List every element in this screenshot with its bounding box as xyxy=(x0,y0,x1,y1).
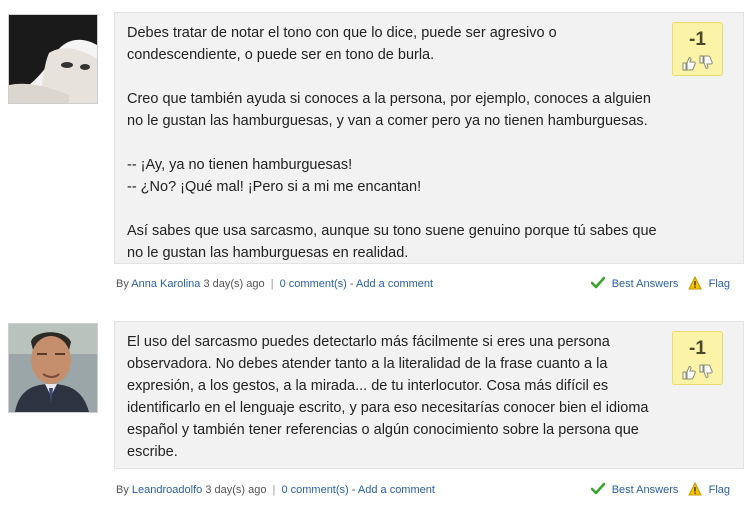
author-link[interactable]: Leandroadolfo xyxy=(131,484,203,496)
answer-bubble xyxy=(114,321,744,469)
by-label: By xyxy=(116,278,129,290)
checkmark-icon xyxy=(591,276,605,290)
separator: | xyxy=(272,484,276,496)
vote-controls xyxy=(681,55,715,71)
separator: | xyxy=(270,278,274,290)
add-comment-link[interactable]: Add a comment xyxy=(356,278,434,290)
thumbs-down-icon[interactable] xyxy=(698,364,713,380)
dash-separator: - xyxy=(351,484,356,496)
answer-time: 3 day(s) ago xyxy=(203,278,265,290)
vote-box xyxy=(672,331,723,385)
flag-link[interactable]: Flag xyxy=(708,484,730,496)
answer-time: 3 day(s) ago xyxy=(205,484,267,496)
warning-triangle-icon xyxy=(688,482,702,496)
best-answers-link[interactable]: Best Answers xyxy=(611,484,679,496)
vote-score: -1 xyxy=(689,338,706,359)
answer-actions xyxy=(591,275,730,293)
answer-paragraph: -- ¡Ay, ya no tienen hamburguesas! -- ¿No? ¡Qué mal! ¡Pero si a mi me encantan! xyxy=(127,157,422,195)
by-label: By xyxy=(116,484,129,496)
answer-paragraph: Debes tratar de notar el tono con que lo dice, puede ser agresivo o condescendiente, o puede ser en tono de burla. xyxy=(127,25,557,63)
answer-paragraph: Creo que también ayuda si conoces a la persona, por ejemplo, conoces a alguien no le gustan las hamburguesas, y van a comer pero ya no tienen hamburguesas. xyxy=(127,91,651,129)
answer-body xyxy=(127,331,657,463)
vote-box xyxy=(672,22,723,76)
avatar[interactable] xyxy=(8,14,98,104)
add-comment-link[interactable]: Add a comment xyxy=(357,484,435,496)
best-answers-link[interactable]: Best Answers xyxy=(611,278,679,290)
checkmark-icon xyxy=(591,482,605,496)
answer-paragraph: Así sabes que usa sarcasmo, aunque su tono suene genuino porque tú sabes que no le gustan las hamburguesas en realidad. xyxy=(127,223,657,261)
warning-triangle-icon xyxy=(688,276,702,290)
vote-controls xyxy=(681,364,715,380)
thumbs-down-icon[interactable] xyxy=(698,55,713,71)
answer-body xyxy=(127,22,657,264)
thumbs-up-icon[interactable] xyxy=(681,55,696,71)
answer-bubble xyxy=(114,12,744,264)
avatar[interactable] xyxy=(8,323,98,413)
answer-meta xyxy=(116,275,742,293)
author-link[interactable]: Anna Karolina xyxy=(131,278,201,290)
vote-score: -1 xyxy=(689,29,706,50)
answer-meta xyxy=(116,481,742,499)
thumbs-up-icon[interactable] xyxy=(681,364,696,380)
comments-link[interactable]: 0 comment(s) xyxy=(281,484,349,496)
answer-paragraph: El uso del sarcasmo puedes detectarlo más fácilmente si eres una persona observadora. No debes atender tanto a la literalidad de la frase cuanto a la expresión, a los gestos, a la mirada... de tu interlocutor. Cosa más difícil es identificarlo en el lenguaje escrito, y para eso necesitarías conocer bien el idioma español y también tener referencias o algún conocimiento sobre la persona que escribe. xyxy=(127,334,649,460)
answer-actions xyxy=(591,481,730,499)
dash-separator: - xyxy=(349,278,354,290)
comments-link[interactable]: 0 comment(s) xyxy=(279,278,347,290)
flag-link[interactable]: Flag xyxy=(708,278,730,290)
